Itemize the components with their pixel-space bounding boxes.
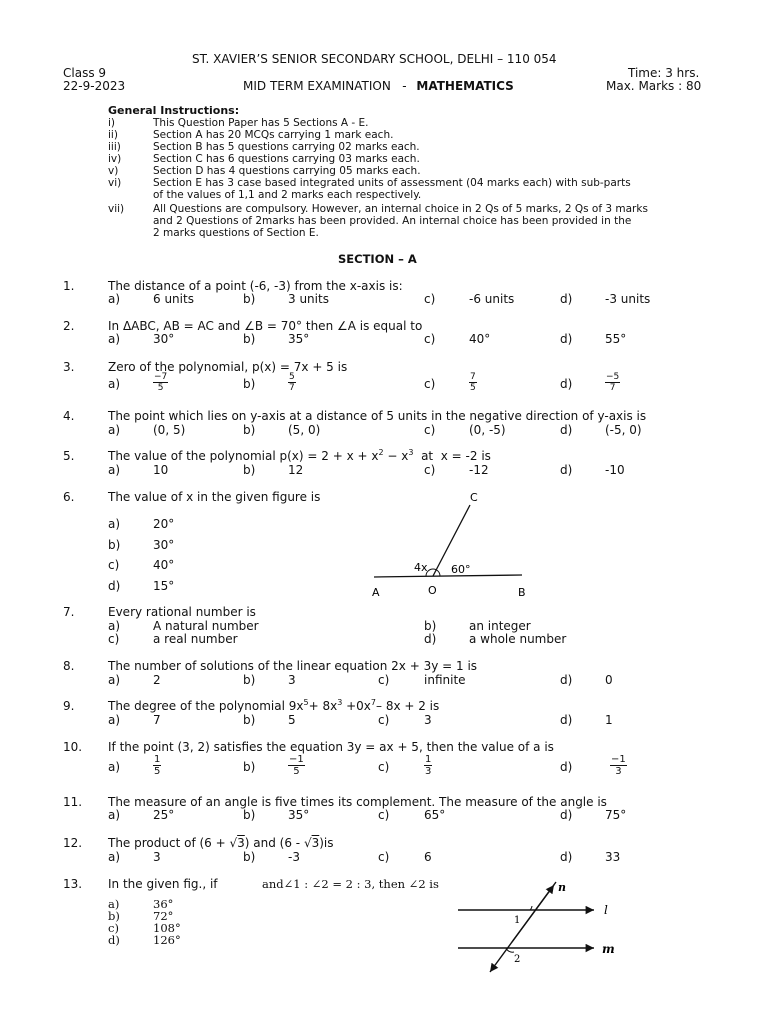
question-number: 11. (63, 795, 83, 809)
instruction-text: Section C has 6 questions carrying 03 marks each. (153, 153, 420, 165)
parallel-lines-figure-q13 (452, 876, 632, 976)
question-text: Every rational number is (108, 605, 256, 619)
instruction-text: This Question Paper has 5 Sections A - E. (153, 117, 369, 129)
question-number: 8. (63, 659, 75, 673)
exponent: 2 (378, 448, 384, 457)
option-label: d) (560, 713, 573, 727)
transversal-arrow (512, 885, 554, 942)
option-b: 35° (288, 332, 310, 346)
option-label: d) (560, 292, 573, 306)
option-label: d) (424, 632, 437, 646)
option-label: b) (243, 463, 256, 477)
exam-title (243, 79, 514, 93)
option-label: d) (560, 377, 573, 391)
option-label: c) (108, 558, 120, 572)
denominator: 3 (615, 766, 622, 777)
angle-60-label: 60° (451, 563, 471, 576)
option-c: -6 units (469, 292, 515, 306)
point-b-label: B (518, 586, 526, 599)
question-number: 4. (63, 409, 75, 423)
option-b: an integer (469, 619, 531, 633)
numerator: 5 (289, 372, 295, 382)
option-label: c) (108, 921, 119, 935)
numerator: −1 (289, 754, 304, 765)
question-number: 6. (63, 490, 75, 504)
option-label: a) (108, 760, 121, 774)
exponent: 5 (303, 698, 309, 707)
option-c: (0, -5) (469, 423, 506, 437)
line-n-label: n (558, 881, 566, 894)
option-label: a) (108, 850, 121, 864)
angle-2-label: 2 (514, 954, 521, 965)
option-a: 25° (153, 808, 175, 822)
denominator: 5 (470, 383, 476, 393)
question-number: 13. (63, 877, 83, 891)
option-label: b) (243, 713, 256, 727)
option-d: 33 (605, 850, 621, 864)
option-a: 10 (153, 463, 169, 477)
option-label: b) (424, 619, 437, 633)
instruction-text: Section B has 5 questions carrying 02 marks each. (153, 141, 420, 153)
option-label: b) (243, 332, 256, 346)
denominator: 7 (609, 383, 616, 393)
instruction-text: Section A has 20 MCQs carrying 1 mark each. (153, 129, 394, 141)
instruction-text: and 2 Questions of 2marks has been provided. An internal choice has been provided in the (153, 215, 632, 227)
option-d: -3 units (605, 292, 651, 306)
question-text: The number of solutions of the linear equation 2x + 3y = 1 is (108, 659, 478, 673)
option-label: a) (108, 619, 121, 633)
question-text: The measure of an angle is five times its complement. The measure of the angle is (108, 795, 607, 809)
numerator: −7 (154, 372, 168, 382)
option-label: c) (424, 292, 436, 306)
option-a: 3 (153, 850, 161, 864)
school-name: ST. XAVIER’S SENIOR SECONDARY SCHOOL, DELHI – 110 054 (192, 52, 557, 66)
section-title: SECTION – A (338, 252, 417, 266)
instruction-num: ii) (108, 129, 118, 141)
question-number: 10. (63, 740, 83, 754)
max-marks: Max. Marks : 80 (606, 79, 702, 93)
text-part: at x = -2 is (413, 449, 491, 463)
denominator: 5 (293, 766, 300, 777)
point-o-label: O (428, 584, 437, 597)
numerator: 1 (154, 754, 161, 765)
denominator: 5 (154, 766, 161, 777)
option-c: 6 (424, 850, 432, 864)
option-b: 3 (288, 673, 296, 687)
option-a: 7 (153, 713, 161, 727)
instruction-text: Section E has 3 case based integrated units of assessment (04 marks each) with sub-parts (153, 177, 631, 189)
option-label: d) (560, 760, 573, 774)
option-label: c) (424, 332, 436, 346)
question-number: 2. (63, 319, 75, 333)
option-b: 30° (153, 538, 175, 552)
option-label: c) (378, 713, 390, 727)
question-text (108, 836, 334, 850)
option-label: a) (108, 517, 121, 531)
option-label: b) (243, 850, 256, 864)
numerator: −5 (606, 372, 620, 382)
option-label: c) (378, 760, 390, 774)
option-label: a) (108, 713, 121, 727)
option-label: c) (378, 673, 390, 687)
exponent: 3 (408, 448, 414, 457)
instruction-text: Section D has 4 questions carrying 05 marks each. (153, 165, 421, 177)
angle-figure-q6 (360, 488, 550, 603)
option-c: 40° (469, 332, 491, 346)
option-label: a) (108, 332, 121, 346)
option-label: d) (560, 463, 573, 477)
option-label: d) (560, 850, 573, 864)
point-a-label: A (372, 586, 380, 599)
option-b: 5 (288, 713, 296, 727)
option-a-fraction (153, 372, 168, 393)
option-label: a) (108, 673, 121, 687)
question-text-cont: and∠1 : ∠2 = 2 : 3, then ∠2 is (262, 877, 439, 891)
option-a: 6 units (153, 292, 194, 306)
option-d: a whole number (469, 632, 567, 646)
time-label: Time: 3 hrs. (628, 66, 700, 80)
option-d: -10 (605, 463, 625, 477)
numerator: 1 (425, 754, 432, 765)
option-label: b) (108, 538, 121, 552)
option-label: c) (424, 377, 436, 391)
option-label: c) (424, 423, 436, 437)
denominator: 7 (289, 383, 295, 393)
instruction-num: iv) (108, 153, 122, 165)
option-label: c) (378, 850, 390, 864)
option-label: b) (108, 909, 120, 923)
instruction-text: 2 marks questions of Section E. (153, 227, 319, 239)
option-label: a) (108, 292, 121, 306)
option-label: b) (243, 292, 256, 306)
option-label: a) (108, 808, 121, 822)
question-text: The value of x in the given figure is (108, 490, 321, 504)
radicand: 3 (237, 836, 245, 850)
text-part: + 8x (308, 699, 338, 713)
option-label: d) (560, 423, 573, 437)
question-number: 1. (63, 279, 75, 293)
numerator: −1 (611, 754, 626, 765)
option-c: infinite (424, 673, 466, 687)
option-d-fraction (610, 754, 627, 777)
question-number: 12. (63, 836, 83, 850)
option-label: c) (378, 808, 390, 822)
question-number: 5. (63, 449, 75, 463)
question-text: The point which lies on y-axis at a distance of 5 units in the negative direction of y-axis is (108, 409, 647, 423)
option-c-fraction (469, 372, 477, 393)
text-part: The degree of the polynomial 9x (108, 699, 304, 713)
question-number: 9. (63, 699, 75, 713)
instruction-num: iii) (108, 141, 121, 153)
option-a: 30° (153, 332, 175, 346)
subject-name: MATHEMATICS (416, 79, 514, 93)
option-label: d) (108, 579, 121, 593)
option-b: -3 (288, 850, 300, 864)
point-c-label: C (470, 491, 478, 504)
line-m-label: m (602, 942, 615, 956)
instructions-title: General Instructions: (108, 104, 240, 117)
question-text: If the point (3, 2) satisfies the equation 3y = ax + 5, then the value of a is (108, 740, 554, 754)
option-b-fraction (288, 754, 305, 777)
denominator: 3 (425, 766, 432, 777)
instruction-num: vi) (108, 177, 122, 189)
option-c: 40° (153, 558, 175, 572)
option-a: (0, 5) (153, 423, 186, 437)
option-c: 65° (424, 808, 446, 822)
option-d: 75° (605, 808, 627, 822)
class-label: Class 9 (63, 66, 107, 80)
option-b-fraction (288, 372, 296, 393)
option-label: b) (243, 673, 256, 687)
text-part: )is (319, 836, 334, 850)
option-label: b) (243, 377, 256, 391)
option-a: 2 (153, 673, 161, 687)
option-label: d) (560, 673, 573, 687)
option-label: b) (243, 423, 256, 437)
text-part: ) and (6 - √ (244, 836, 312, 850)
exam-name: MID TERM EXAMINATION - (243, 79, 407, 93)
option-label: b) (243, 760, 256, 774)
option-label: b) (243, 808, 256, 822)
option-a: 20° (153, 517, 175, 531)
option-c-fraction (424, 754, 432, 777)
instruction-num: v) (108, 165, 119, 177)
option-label: a) (108, 423, 121, 437)
option-b: 3 units (288, 292, 329, 306)
instruction-text: All Questions are compulsory. However, an internal choice in 2 Qs of 5 marks, 2 Qs of 3 marks (153, 203, 648, 215)
option-label: a) (108, 463, 121, 477)
text-part: +0x (342, 699, 371, 713)
option-d: (-5, 0) (605, 423, 642, 437)
numerator: 7 (470, 372, 476, 382)
option-b: (5, 0) (288, 423, 321, 437)
question-text: The distance of a point (-6, -3) from the x-axis is: (108, 279, 403, 293)
text-part: The product of (6 + √ (108, 836, 238, 850)
exam-date: 22-9-2023 (63, 79, 126, 93)
radicand: 3 (311, 836, 320, 850)
question-text (108, 699, 439, 713)
text-part: − x (383, 449, 409, 463)
option-b: 35° (288, 808, 310, 822)
option-c: -12 (469, 463, 489, 477)
question-text: Zero of the polynomial, p(x) = 7x + 5 is (108, 360, 348, 374)
option-d: 15° (153, 579, 175, 593)
option-c: 108° (153, 921, 181, 935)
option-d: 126° (153, 933, 181, 947)
angle-x-label: 4x (414, 561, 428, 574)
instruction-num: i) (108, 117, 116, 129)
option-label: a) (108, 897, 120, 911)
question-number: 3. (63, 360, 75, 374)
option-label: d) (560, 332, 573, 346)
text-part: The value of the polynomial p(x) = 2 + x + x (108, 449, 379, 463)
exponent: 7 (370, 698, 376, 707)
option-b: 72° (153, 909, 174, 923)
angle-1-label: 1 (514, 915, 521, 926)
option-label: c) (424, 463, 436, 477)
option-c: a real number (153, 632, 238, 646)
option-c: 3 (424, 713, 432, 727)
option-label: d) (108, 933, 120, 947)
option-label: c) (108, 632, 120, 646)
option-a: 36° (153, 897, 174, 911)
option-a: A natural number (153, 619, 259, 633)
denominator: 5 (157, 383, 164, 393)
option-b: 12 (288, 463, 304, 477)
question-text: In ΔABC, AB = AC and ∠B = 70° then ∠A is equal to (108, 319, 423, 333)
instruction-num: vii) (108, 203, 125, 215)
line-ab (374, 575, 522, 577)
instruction-text: of the values of 1,1 and 2 marks each respectively. (153, 189, 422, 201)
question-text: In the given fig., if (108, 877, 218, 891)
exponent: 3 (337, 698, 343, 707)
line-l-label: l (604, 903, 608, 917)
option-a-fraction (153, 754, 161, 777)
option-label: d) (560, 808, 573, 822)
option-d: 0 (605, 673, 613, 687)
question-text (108, 449, 491, 463)
option-d: 55° (605, 332, 627, 346)
text-part: – 8x + 2 is (376, 699, 440, 713)
option-d-fraction (605, 372, 620, 393)
option-label: a) (108, 377, 121, 391)
question-number: 7. (63, 605, 75, 619)
option-d: 1 (605, 713, 613, 727)
